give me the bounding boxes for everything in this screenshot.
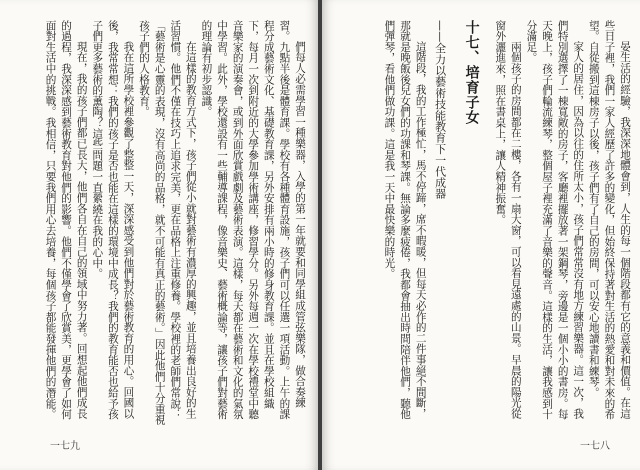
paragraph: 兩個孩子的房間都在二樓，各有一扇大窗，可以看見遠處的山景。早晨的陽光從窗外灑進來，照在書桌上，讓人精神振奮。 — [494, 20, 522, 420]
right-page — [322, 0, 640, 470]
paragraph: 晏生活的經驗，我深深地體會到，人生的每一個階段都有它的意義和價值。在這些日子裡，我們一家人經歷了許多的變化，但始終保持著對生活的熱愛和對未來的希望。自從搬到這棟房子以後，孩子們有了自己的房間，可以安心地讀書和練琴。 — [587, 20, 631, 420]
paragraph: 我在這所學校裡參觀了整整一天，深深感受到他們對於藝術教育的用心。回國以後，我常常想：我們的孩子是否也能在這樣的環境中成長？我們的教育能否也給予孩子們更多藝術的薰陶？這些問題一直縈繞在我的心中。 — [91, 20, 135, 420]
page-number: 一七八 — [580, 441, 610, 452]
chapter-subtitle: ——全力以藝術技能教育下一代成器 — [433, 20, 447, 200]
paragraph: 這階段，我的工作極忙，馬不停蹄，席不暇暖，但每天必作的二件事絕不間斷，那就是晚飯後兒女們的功課和琴課。無論多麼疲倦，我都會抽出時間陪伴他們，聽他們彈琴，看他們做功課。這是我一天中最快樂的時光。 — [383, 20, 427, 420]
paragraph: 家人的居住，因為以往的住所太小，孩子們常常沒有地方練習樂器。這一次，我們特別選擇了一棟寬敞的房子，客廳裡擺放著一架鋼琴，旁邊是一個小小的書房。每天晚上，孩子們輪流練琴，整個屋子裡充滿了音樂的聲音。這樣的生活，讓我感到十分滿足。 — [525, 20, 585, 420]
paragraph: 們每人必需學習一種樂器，入學的第一年就要和同學組成管弦樂隊，做合奏練習。九點半後是體育課。學校有各種體育設施，孩子們可以任選一項活動。上午的課程分成藝術文化、基礎教育課，另外安排有兩小時的修身教育課。並且在學校組織下，每月一次到附近的大學參加學術講座，修習學分。另外每週一次在學校禮堂中聽音樂家的演奏會，或到外面欣賞戲劇及藝術表演。這樣，每天都在藝術和文化的氣氛中學習。此外，學校還設有一些輔導課程，像音樂史、藝術概論等，讓孩子們對藝術的理論有初步認識。 — [200, 20, 306, 420]
left-page — [0, 0, 318, 470]
page-number: 一七九 — [50, 441, 80, 452]
paragraph: 現在，我的孩子們都已長大，他們各自在自己的領域中努力著。回想起他們成長的過程，我深深感到藝術教育對他們的影響。他們不僅學會了欣賞美，更學會了如何面對生活中的挑戰。我相信，只要我們用心去培養，每個孩子都能發揮他們的潛能。 — [44, 20, 88, 420]
left-page-text — [22, 20, 307, 428]
right-page-text — [336, 20, 632, 428]
chapter-title: 十七、培育子女 — [463, 20, 480, 125]
paragraph: 在這樣的教育方式下，孩子們從小就對藝術有濃厚的興趣，並且培養出良好的生活習慣。他們不僅在技巧上追求完美，更在品格上注重修養。學校裡的老師們常說：「藝術是心靈的表現，沒有高尚的品格，就不可能有真正的藝術。」因此他們十分重視孩子們的人格教育。 — [138, 20, 197, 426]
